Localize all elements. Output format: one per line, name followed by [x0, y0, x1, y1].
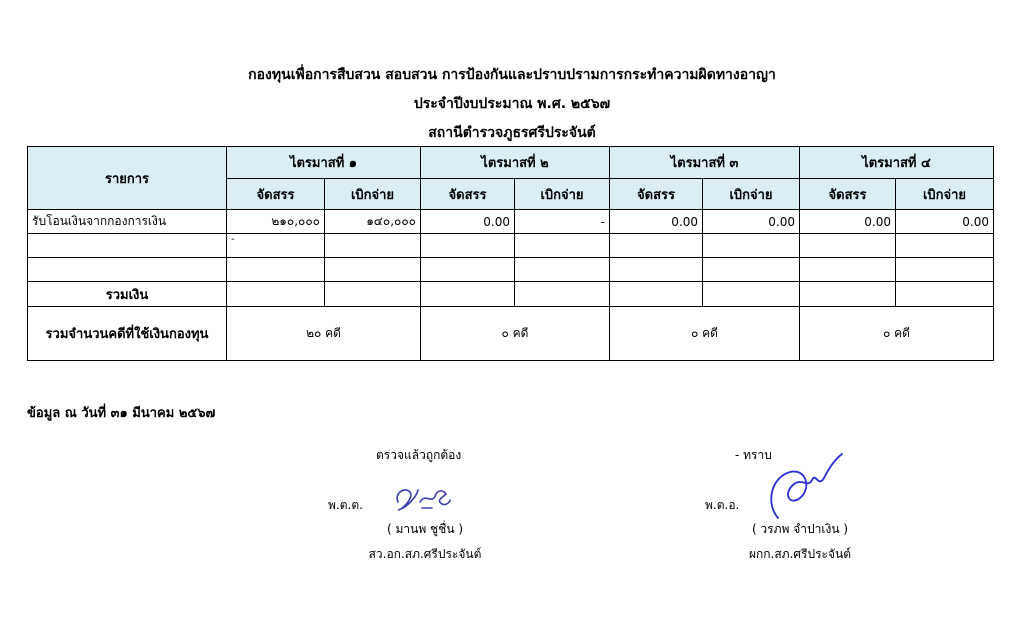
row-label: รับโอนเงินจากกองการเงิน [28, 210, 227, 234]
left-signature-image [392, 480, 454, 516]
q4-alloc-value: 0.00 [800, 210, 896, 234]
empty-cell [610, 258, 703, 282]
q4-disb-value: 0.00 [896, 210, 994, 234]
empty-cell [515, 282, 610, 307]
empty-cell [227, 282, 325, 307]
empty-cell [896, 282, 994, 307]
q4-alloc-header: จัดสรร [800, 179, 896, 210]
total-row [28, 282, 994, 307]
fund-report-table [27, 146, 994, 361]
report-title: กองทุนเพื่อการสืบสวน สอบสวน การป้องกันและปราบปรามการกระทำความผิดทางอาญา [248, 67, 776, 83]
left-sign-heading: ตรวจแล้วถูกต้อง [376, 448, 462, 462]
q2-case-count: ๐ คดี [421, 307, 610, 361]
empty-cell [28, 258, 227, 282]
right-signature-image [764, 448, 848, 524]
empty-cell [800, 258, 896, 282]
empty-cell [896, 258, 994, 282]
q3-alloc-header: จัดสรร [610, 179, 703, 210]
table-row [28, 258, 994, 282]
empty-cell [610, 234, 703, 258]
quarter-4-header: ไตรมาสที่ ๔ [800, 147, 994, 179]
empty-cell [227, 258, 325, 282]
row-label [28, 234, 227, 258]
q1-disb-header: เบิกจ่าย [325, 179, 421, 210]
q3-alloc-value: 0.00 [610, 210, 703, 234]
empty-cell [421, 258, 515, 282]
item-header: รายการ [28, 147, 227, 210]
empty-cell [421, 234, 515, 258]
dash-mark: - [227, 234, 325, 258]
right-sign-name: ( วรภพ จำปาเงิน ) [751, 522, 849, 536]
empty-cell [325, 258, 421, 282]
q1-alloc-header: จัดสรร [227, 179, 325, 210]
right-sign-position: ผกก.สภ.ศรีประจันต์ [748, 547, 852, 561]
quarter-3-header: ไตรมาสที่ ๓ [610, 147, 800, 179]
empty-cell [515, 234, 610, 258]
left-sign-position: สว.อก.สภ.ศรีประจันต์ [368, 547, 482, 561]
empty-cell [325, 282, 421, 307]
station-title: สถานีตำรวจภูธรศรีประจันต์ [428, 125, 596, 141]
q3-case-count: ๐ คดี [610, 307, 800, 361]
quarter-2-header: ไตรมาสที่ ๒ [421, 147, 610, 179]
empty-cell [610, 282, 703, 307]
empty-cell [896, 234, 994, 258]
left-sign-name: ( มานพ ชูชื่น ) [386, 522, 464, 536]
empty-cell [703, 234, 800, 258]
q3-disb-header: เบิกจ่าย [703, 179, 800, 210]
right-sign-rank: พ.ต.อ. [705, 498, 740, 512]
q2-disb-header: เบิกจ่าย [515, 179, 610, 210]
q4-disb-header: เบิกจ่าย [896, 179, 994, 210]
data-date-note: ข้อมูล ณ วันที่ ๓๑ มีนาคม ๒๕๖๗ [27, 406, 216, 421]
empty-cell [800, 234, 896, 258]
q4-case-count: ๐ คดี [800, 307, 994, 361]
empty-cell [325, 234, 421, 258]
empty-cell [515, 258, 610, 282]
empty-cell [800, 282, 896, 307]
q3-disb-value: 0.00 [703, 210, 800, 234]
q2-alloc-header: จัดสรร [421, 179, 515, 210]
fiscal-year-title: ประจำปีงบประมาณ พ.ศ. ๒๕๖๗ [413, 96, 611, 112]
q1-disb-value: ๑๔๐,๐๐๐ [325, 210, 421, 234]
q1-alloc-value: ๒๑๐,๐๐๐ [227, 210, 325, 234]
case-count-label: รวมจำนวนคดีที่ใช้เงินกองทุน [28, 307, 227, 361]
q1-case-count: ๒๐ คดี [227, 307, 421, 361]
empty-cell [703, 282, 800, 307]
q2-disb-value: - [515, 210, 610, 234]
table-row [28, 234, 994, 258]
table-row [28, 210, 994, 234]
case-count-row [28, 307, 994, 361]
total-label: รวมเงิน [28, 282, 227, 307]
empty-cell [421, 282, 515, 307]
quarter-1-header: ไตรมาสที่ ๑ [227, 147, 421, 179]
empty-cell [703, 258, 800, 282]
right-sign-heading: - ทราบ [735, 448, 772, 462]
left-sign-rank: พ.ต.ต. [328, 498, 363, 512]
q2-alloc-value: 0.00 [421, 210, 515, 234]
